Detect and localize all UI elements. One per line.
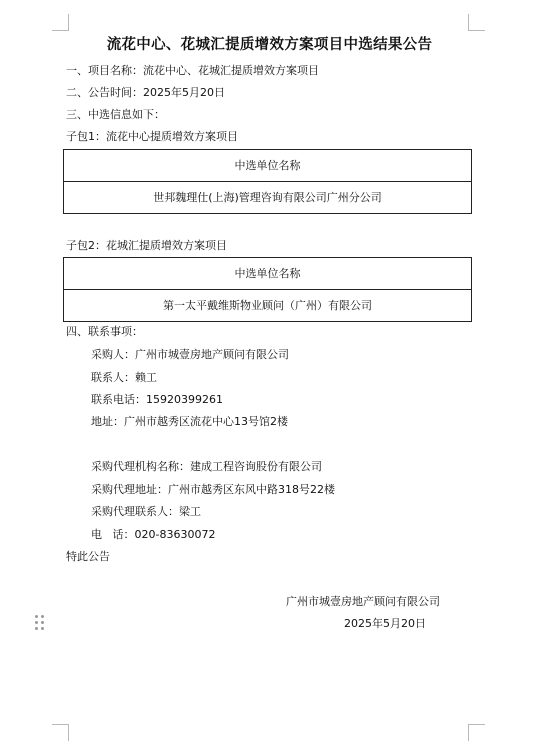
crop-mark-bottom-left [52, 724, 69, 741]
package1-table [63, 149, 472, 214]
contact-phone: 联系电话：15920399261 [91, 393, 223, 406]
crop-mark-bottom-right [468, 724, 485, 741]
contact-person: 联系人：赖工 [91, 371, 157, 384]
crop-mark-top-right [468, 14, 485, 31]
contact-heading: 四、联系事项： [66, 325, 143, 338]
drag-handle-icon[interactable] [35, 615, 45, 631]
package2-header: 中选单位名称 [234, 267, 301, 280]
agency-address: 采购代理地址：广州市越秀区东风中路318号22楼 [91, 483, 335, 496]
signature-date: 2025年5月20日 [344, 617, 426, 630]
agency-name: 采购代理机构名称：建成工程咨询股份有限公司 [91, 460, 322, 473]
closing-text: 特此公告 [66, 550, 110, 563]
signature-company: 广州市城壹房地产顾问有限公司 [286, 595, 440, 608]
crop-mark-top-left [52, 14, 69, 31]
package2-table [63, 257, 472, 322]
package1-header: 中选单位名称 [234, 159, 301, 172]
document-title: 流花中心、花城汇提质增效方案项目中选结果公告 [106, 37, 433, 53]
purchaser: 采购人：广州市城壹房地产顾问有限公司 [91, 348, 289, 361]
project-name: 一、项目名称：流花中心、花城汇提质增效方案项目 [66, 64, 319, 77]
contact-address: 地址：广州市越秀区流花中心13号馆2楼 [91, 415, 288, 428]
agency-phone: 电 话：020-83630072 [91, 528, 216, 541]
agency-contact: 采购代理联系人：梁工 [91, 505, 201, 518]
announce-time: 二、公告时间：2025年5月20日 [66, 86, 225, 99]
winner-info-heading: 三、中选信息如下： [66, 108, 165, 121]
package1-winner: 世邦魏理仕(上海)管理咨询有限公司广州分公司 [64, 181, 471, 213]
package1-label: 子包1：流花中心提质增效方案项目 [66, 130, 238, 143]
package2-label: 子包2：花城汇提质增效方案项目 [66, 239, 227, 252]
package2-winner: 第一太平戴维斯物业顾问（广州）有限公司 [64, 289, 471, 321]
